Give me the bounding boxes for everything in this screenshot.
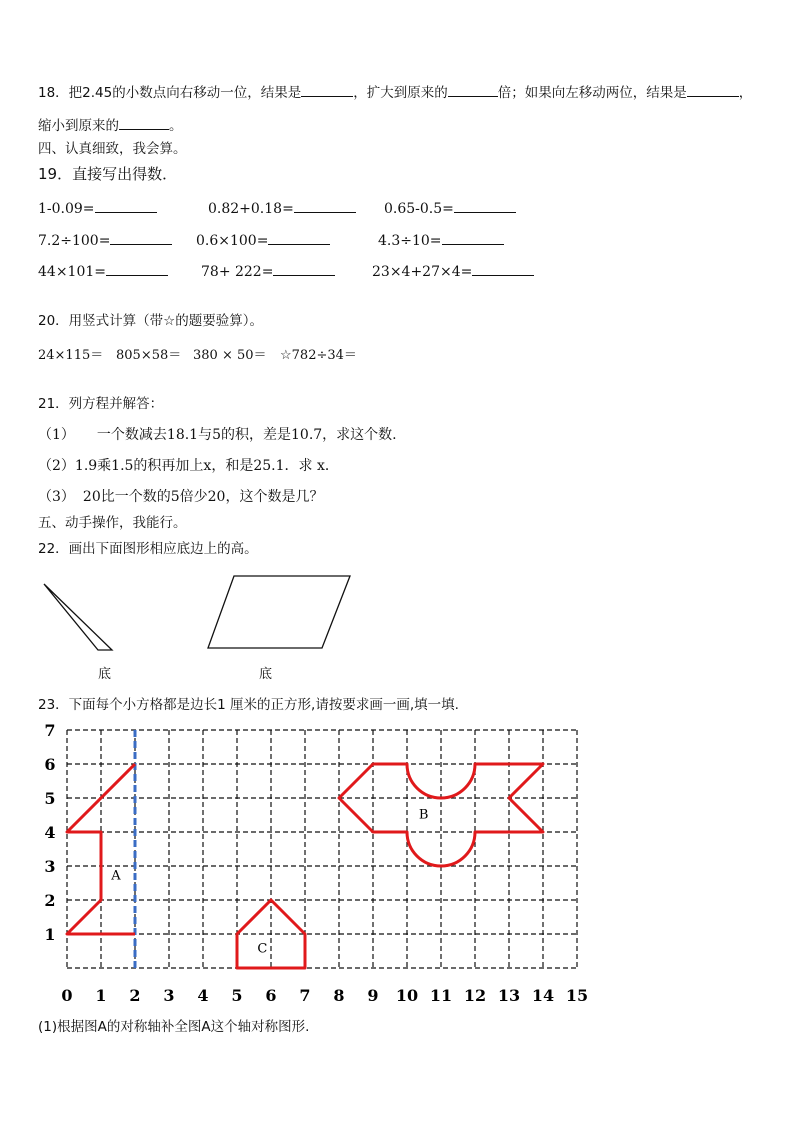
- shape-a-label: A: [111, 868, 121, 884]
- q19-item-1: 1-0.09=: [38, 199, 157, 217]
- x-tick-label: 3: [163, 986, 175, 1005]
- q18-line2: 缩小到原来的 。: [38, 118, 183, 134]
- x-tick-label: 7: [299, 986, 311, 1005]
- q23-title: 23．下面每个小方格都是边长1 厘米的正方形,请按要求画一画,填一填.: [38, 697, 459, 713]
- section-5-title: 五、动手操作，我能行。: [38, 515, 187, 531]
- x-tick-label: 1: [95, 986, 107, 1005]
- q19-item-4: 7.2÷100=: [38, 231, 172, 249]
- x-tick-label: 14: [531, 986, 555, 1005]
- x-tick-label: 8: [333, 986, 345, 1005]
- x-tick-label: 13: [497, 986, 521, 1005]
- q21-item-3: （3） 20比一个数的5倍少20，这个数是几？: [38, 489, 324, 505]
- q19-item-9: 23×4+27×4=: [372, 262, 534, 280]
- grid-lines: [67, 730, 577, 968]
- x-tick-label: 10: [395, 986, 419, 1005]
- q20-item-2: 805×58＝: [116, 348, 182, 363]
- x-tick-label: 2: [129, 986, 141, 1005]
- q20-item-3: 380 × 50＝: [193, 348, 267, 363]
- y-tick-label: 5: [44, 789, 56, 808]
- x-tick-label: 12: [463, 986, 487, 1005]
- q23-sub-1: (1)根据图A的对称轴补全图A这个轴对称图形.: [38, 1019, 310, 1035]
- y-tick-label: 4: [44, 823, 56, 842]
- y-tick-label: 3: [44, 857, 56, 876]
- q19-item-7: 44×101=: [38, 262, 168, 280]
- x-tick-label: 4: [197, 986, 209, 1005]
- q19-item-3: 0.65-0.5=: [384, 199, 516, 217]
- x-tick-label: 6: [265, 986, 277, 1005]
- q19-item-8: 78+ 222=: [201, 262, 335, 280]
- y-tick-label: 7: [44, 721, 56, 740]
- section-4-title: 四、认真细致，我会算。: [38, 141, 187, 157]
- q19-item-6: 4.3÷10=: [378, 231, 504, 249]
- q18-line1: 18．把2.45的小数点向右移动一位，结果是 ，扩大到原来的 倍；如果向左移动两位，结果是 ，: [38, 85, 753, 101]
- q19-item-2: 0.82+0.18=: [208, 199, 356, 217]
- x-tick-label: 15: [565, 986, 589, 1005]
- q21-title: 21．列方程并解答：: [38, 396, 164, 412]
- q21-item-1: （1） 一个数减去18.1与5的积，差是10.7，求这个数.: [38, 427, 397, 443]
- y-tick-label: 2: [44, 891, 56, 910]
- y-tick-label: 1: [44, 925, 56, 944]
- x-tick-label: 0: [61, 986, 73, 1005]
- shape-c-label: C: [257, 941, 268, 957]
- q19-item-5: 0.6×100=: [196, 231, 330, 249]
- q22-title: 22．画出下面图形相应底边上的高。: [38, 541, 258, 557]
- q20-title: 20．用竖式计算（带☆的题要验算）。: [38, 313, 264, 329]
- q21-item-2: （2）1.9乘1.5的积再加上x，和是25.1．求 x．: [38, 458, 339, 474]
- x-tick-label: 11: [429, 986, 453, 1005]
- triangle-base-label: 底: [98, 667, 112, 682]
- q20-item-1: 24×115＝: [38, 348, 104, 363]
- y-tick-label: 6: [44, 755, 56, 774]
- x-tick-label: 9: [367, 986, 379, 1005]
- x-tick-label: 5: [231, 986, 243, 1005]
- q20-item-4: ☆782÷34＝: [280, 348, 357, 363]
- q19-title: 19．直接写出得数．: [38, 165, 178, 183]
- parallelogram-base-label: 底: [259, 667, 273, 682]
- shape-b-label: B: [418, 807, 429, 823]
